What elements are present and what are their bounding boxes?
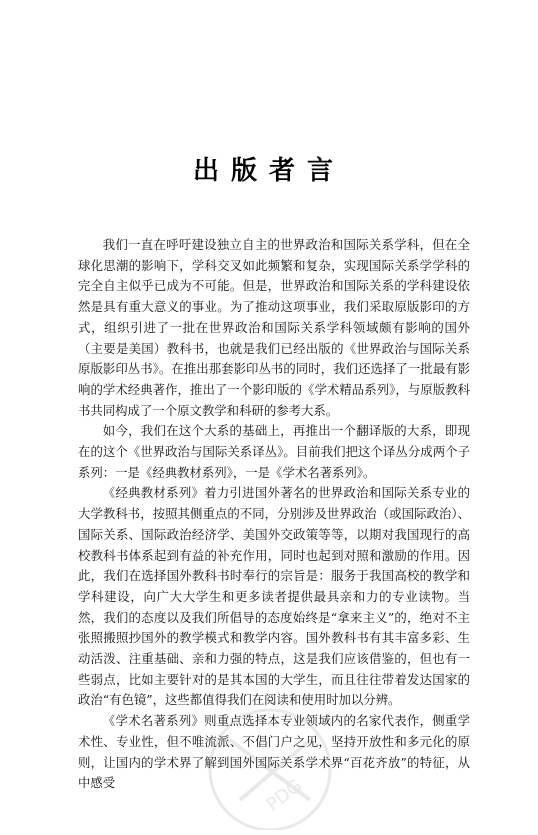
paragraph-2: 如今，我们在这个大系的基础上，再推出一个翻译版的大系，即现在的这个《世界政治与国际关系译丛》。目前我们把这个译丛分成两个子系列：一是《经典教材系列》，一是《学术名著系列》。 — [78, 423, 470, 480]
paragraph-1: 我们一直在呼吁建设独立自主的世界政治和国际关系学科，但在全球化思潮的影响下，学科交叉如此频繁和复杂，实现国际关系学学科的完全自主似乎已成为不可能。但是，世界政治和国际关系的学科建设依然是具有重大意义的事业。为了推动这项事业，我们采取原版影印的方式，组织引进了一批在世界政治和国际关系学科领域颇有影响的国外（主要是美国）教科书，也就是我们已经出版的《世界政治与国际关系原版影印丛书》。在推出那套影印丛书的同时，我们还选择了一批最有影响的学术经典著作，推出了一个影印版的《学术精品系列》，与原版教科书共同构成了一个原文教学和科研的参考大系。 — [78, 237, 470, 418]
body-text — [78, 235, 470, 794]
paragraph-4: 《学术名著系列》则重点选择本专业领域内的名家代表作，侧重学术性、专业性，但不唯流派、不倡门户之见，坚持开放性和多元化的原则，让国内的学术界了解到国外国际关系学术界“百花齐放”的特征，从中感受 — [78, 713, 470, 791]
page-title: 出版者言 — [192, 156, 345, 186]
paragraph-3: 《经典教材系列》着力引进国外著名的世界政治和国际关系专业的大学教科书，按照其侧重点的不同，分别涉及世界政治（或国际政治）、国际关系、国际政治经济学、美国外交政策等等，以期对我国现行的高校教科书体系起到有益的补充作用，同时也起到对照和激励的作用。因此，我们在选择国外教科书时奉行的宗旨是：服务于我国高校的教学和学科建设，向广大大学生和更多读者提供最具亲和力的专业读物。当然，我们的态度以及我们所倡导的态度始终是“拿来主义”的，绝对不主张照搬照抄国外的教学模式和教学内容。国外教科书有其丰富多彩、生动活泼、注重基础、亲和力强的特点，这是我们应该借鉴的，但也有一些弱点，比如主要针对的是其本国的大学生，而且往往带着发达国家的政治“有色镜”，这些都值得我们在阅读和使用时加以分辨。 — [78, 485, 470, 708]
watermark-label: PDG — [262, 775, 307, 816]
